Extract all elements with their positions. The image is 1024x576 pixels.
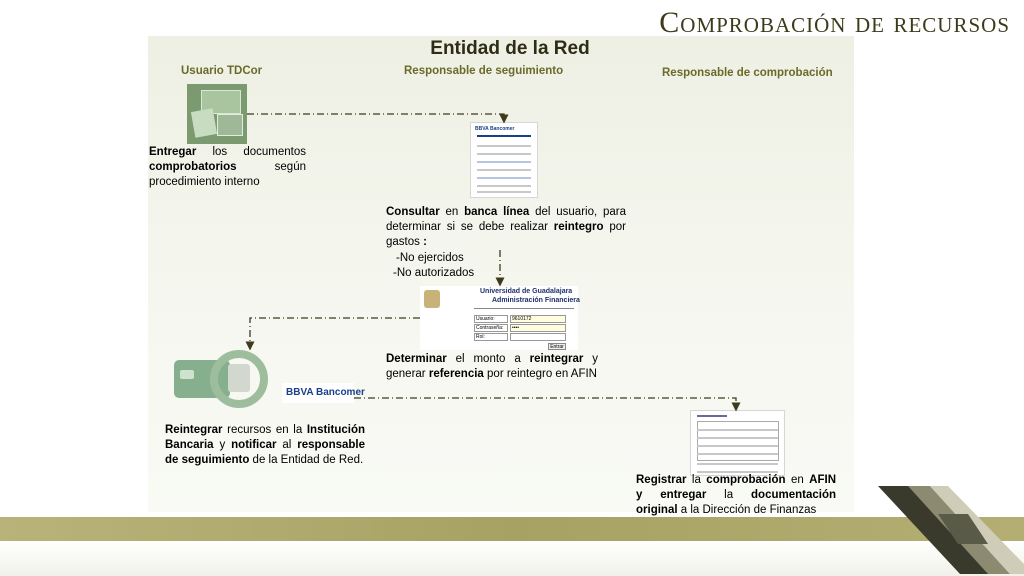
step-registrar: Registrar la comprobación en AFIN y entregar la documentación original a la Dirección de Finanzas	[636, 474, 837, 516]
login-button[interactable]: Entrar	[548, 343, 566, 350]
consultar-item-1: -No ejercidos	[396, 252, 464, 264]
page-title: Comprobación de recursos	[659, 6, 1010, 39]
login-user-field[interactable]: 9610172	[510, 315, 566, 323]
login-pass-label: Contraseña:	[474, 324, 508, 332]
role-comprobacion: Responsable de comprobación	[662, 67, 833, 79]
login-user-label: Usuario:	[474, 315, 508, 323]
step-determinar: Determinar el monto a reintegrar y generar referencia por reintegro en AFIN	[386, 353, 598, 380]
role-usuario: Usuario TDCor	[181, 65, 263, 77]
udg-title: Universidad de Guadalajara	[480, 288, 573, 295]
role-seguimiento: Responsable de seguimiento	[404, 65, 564, 77]
arrow-determinar-to-reintegrar	[250, 318, 420, 346]
login-rol-label: Rol:	[474, 333, 508, 341]
entity-subtitle: Entidad de la Red	[430, 38, 590, 59]
arrow-reintegrar-to-registrar	[354, 398, 736, 407]
corner-photo-decoration	[868, 484, 1024, 576]
login-pass-field[interactable]: ••••	[510, 324, 566, 332]
bbva-logo: BBVA Bancomer	[282, 383, 354, 403]
udg-subtitle: Administración Financiera	[492, 297, 580, 304]
arrow-usuario-to-consultar	[247, 114, 504, 119]
bbva-small-label: BBVA Bancomer	[475, 126, 515, 132]
step-entregar: Entregar los documentos comprobatorios según procedimiento interno	[149, 146, 306, 188]
step-reintegrar: Reintegrar recursos en la Institución Bancaria y notificar al responsable de seguimiento de la Entidad de Red.	[165, 424, 366, 466]
consultar-item-2: -No autorizados	[393, 267, 475, 279]
step-consultar: Consultar en banca línea del usuario, para determinar si se debe realizar reintegro por gastos :	[386, 206, 626, 248]
